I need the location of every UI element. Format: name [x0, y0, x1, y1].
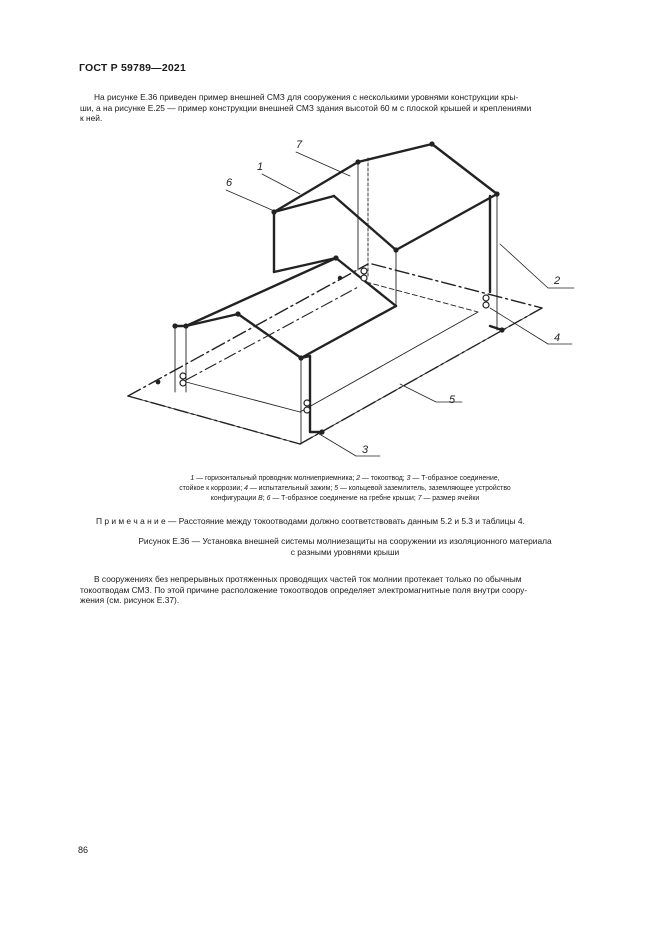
lower-roof-front-eave: [301, 306, 396, 358]
legend-text-5b: конфигурации: [210, 495, 259, 503]
intro-line-2: ши, а на рисунке Е.25 — пример конструкции внешней СМЗ здания высотой 60 м с плоской крышей и креплениями: [80, 102, 532, 113]
label-5: 5: [449, 394, 456, 406]
legend-config-letter: В: [258, 495, 263, 503]
figure-note: [96, 516, 626, 526]
legend-text-6: — Т-образное соединение на гребне крыши;: [270, 495, 418, 503]
intro-line-3: к ней.: [80, 113, 103, 124]
test-joint-front-2: [304, 407, 310, 413]
lower-roof-back: [274, 258, 336, 272]
legend-text-1: — горизонтальный проводник молниеприемника;: [194, 475, 357, 482]
legend-key-2: 2: [356, 475, 361, 482]
label-6: 6: [226, 177, 233, 189]
body-line-3: жения (см. рисунок Е.37).: [80, 595, 180, 606]
leader-2: [500, 244, 574, 288]
upper-roof-ridge: [358, 144, 432, 162]
test-joint-left-1: [180, 373, 186, 379]
legend-key-1: 1: [190, 475, 195, 482]
legend-key-3: 3: [406, 475, 411, 482]
left-wall-bottom: [186, 382, 300, 412]
legend-key-5: 5: [334, 485, 339, 493]
legend-key-7: 7: [417, 495, 422, 503]
building-thin-edges: [128, 158, 542, 444]
junction-dot: [393, 247, 398, 252]
junction-dot: [333, 255, 338, 260]
legend-key-6: 6: [266, 495, 271, 503]
leader-3: [316, 432, 380, 456]
label-2: 2: [554, 275, 561, 287]
lower-roof-valley: [366, 282, 396, 306]
ring-earth-electrode: [128, 264, 542, 444]
note-label: П р и м е ч а н и е: [96, 516, 166, 526]
junction-dot: [172, 323, 177, 328]
standard-header: ГОСТ Р 59789—2021: [79, 62, 187, 74]
junction-dot: [499, 327, 504, 332]
legend-text-5c: ;: [262, 495, 267, 503]
leader-lines: [226, 152, 574, 456]
legend-key-4: 4: [244, 485, 248, 493]
legend-line-2: [120, 484, 570, 494]
figure-legend: [120, 474, 570, 505]
legend-line-3: [120, 494, 570, 504]
legend-text-7: — размер ячейки: [421, 495, 480, 503]
note-text: — Расстояние между токоотводами должно соответствовать данным 5.2 и 5.3 и таблицы 4.: [165, 516, 525, 526]
test-joint-hidden-1: [361, 268, 367, 274]
junction-dot: [183, 323, 188, 328]
body-line-1: В сооружениях без непрерывных протяженных проводящих частей ток молнии протекает только по обычным: [94, 574, 522, 584]
junction-dot: [429, 141, 434, 146]
upper-roof-valley: [334, 196, 396, 250]
body-paragraph: [80, 574, 614, 606]
junction-dot: [298, 355, 303, 360]
ring-front-right: [300, 308, 542, 444]
label-4: 4: [554, 332, 561, 344]
label-7: 7: [296, 139, 303, 151]
leader-1: [262, 174, 300, 194]
figure-caption: [90, 536, 600, 557]
test-joint-front-1: [304, 400, 310, 406]
junction-dot: [235, 311, 240, 316]
label-1: 1: [257, 161, 264, 173]
junction-dot: [156, 380, 161, 385]
lower-roof-front-slope: [238, 314, 301, 358]
ring-back-left: [128, 264, 368, 396]
test-joint-right-1: [483, 295, 489, 301]
lower-roof-left-eave: [186, 314, 238, 326]
upper-roof-right-slope: [432, 144, 497, 194]
lower-roof-ridge-back: [186, 258, 336, 326]
caption-line-1: Рисунок Е.36 — Установка внешней системы молниезащиты на сооружении из изоляционного материала: [138, 536, 552, 546]
upper-roof-front-eave: [396, 194, 497, 250]
caption-line-2: с разными уровнями крыши: [290, 546, 400, 557]
legend-text-2: — токоотвод;: [360, 475, 407, 482]
junction-points: [156, 141, 505, 434]
junction-dot: [319, 429, 324, 434]
test-joint-hidden-2: [361, 275, 367, 281]
body-line-2: токоотводам СМЗ. По этой причине расположение токоотводов определяет электромагнитные поля внутри соору-: [80, 584, 528, 595]
junction-dot: [355, 159, 360, 164]
leader-7: [296, 152, 350, 176]
test-joint-left-2: [180, 380, 186, 386]
ring-back-right: [372, 264, 542, 308]
legend-line-1: [120, 474, 570, 484]
air-termination-network: [175, 144, 502, 432]
label-3: 3: [362, 444, 369, 456]
figure-number-labels: [226, 139, 560, 456]
page-number: 86: [78, 845, 89, 855]
legend-text-3: — Т-образное соединение,: [410, 475, 500, 482]
legend-text-5: — кольцевой заземлитель, заземляющее устройство: [338, 485, 511, 493]
leader-6: [226, 190, 272, 210]
test-joint-right-2: [483, 302, 489, 308]
junction-dot: [494, 191, 499, 196]
hidden-ridge-line: [186, 286, 360, 380]
legend-text-3b: стойкое к коррозии;: [179, 485, 245, 493]
upper-roof-left-eave: [274, 196, 334, 212]
junction-dot: [338, 276, 342, 280]
legend-text-4: — испытательный зажим;: [247, 485, 335, 493]
intro-line-1: На рисунке Е.36 приведен пример внешней СМЗ для сооружения с несколькими уровнями конструкции кры-: [94, 92, 519, 102]
